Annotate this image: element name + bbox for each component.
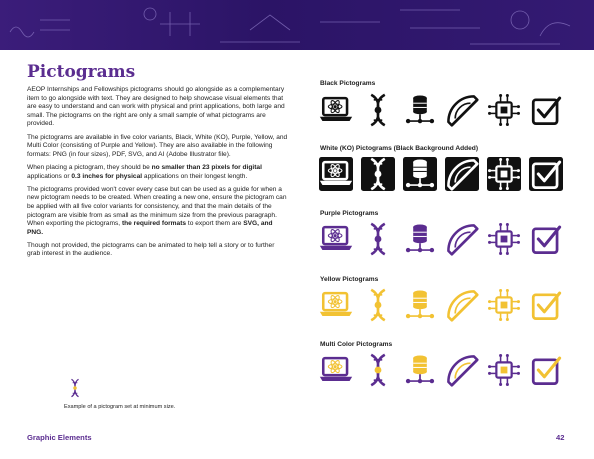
pictogram-row-yellow xyxy=(319,288,569,328)
body-copy xyxy=(27,86,289,264)
sizing-text-3: applications on their longest length. xyxy=(142,172,248,180)
new-pictograms-text: The pictograms provided won't cover every case but can be used as a guide for when a new pictogram needs to be created. When creating a new one, ensure the pictogram can be applied with all five color variants for consistency, and that the main details of the pictogram are visible from as small as the minimum size from the previous paragraph. When exporting the pictograms, xyxy=(27,185,287,228)
checkbox-icon xyxy=(529,93,563,127)
required-formats-bold: the required formats xyxy=(121,220,187,228)
checkbox-icon xyxy=(529,222,563,256)
database-network-icon xyxy=(403,353,437,387)
protractor-icon xyxy=(445,222,479,256)
laptop-atom-icon xyxy=(319,157,353,191)
protractor-icon xyxy=(445,288,479,322)
page-number: 42 xyxy=(556,433,565,442)
microchip-icon xyxy=(487,288,521,322)
protractor-icon xyxy=(445,353,479,387)
laptop-atom-icon xyxy=(319,222,353,256)
database-network-icon xyxy=(403,157,437,191)
export-formats-bold: SVG, and PNG. xyxy=(27,220,273,236)
row-label-yellow: Yellow Pictograms xyxy=(320,276,379,283)
paragraph-variants: The pictograms are available in five color variants, Black, White (KO), Purple, Yellow, and Multi Color (consisting of Purple and Yellow). They are also available in the following formats: PNG (in four sizes), PDF, SVG, and AI (Adobe Illustrator file). xyxy=(27,133,288,158)
microchip-icon xyxy=(487,222,521,256)
paragraph-animation: Though not provided, the pictograms can be animated to help tell a story or to further grab interest in the audience. xyxy=(27,241,275,258)
sizing-text-2: applications or xyxy=(27,172,72,180)
pictogram-row-black xyxy=(319,93,569,133)
minimum-size-caption: Example of a pictogram set at minimum size. xyxy=(64,404,176,410)
database-network-icon xyxy=(403,222,437,256)
dna-icon xyxy=(361,353,395,387)
protractor-icon xyxy=(445,157,479,191)
pictogram-row-ko xyxy=(319,157,569,197)
page-title: Pictograms xyxy=(27,62,136,82)
paragraph-sizing xyxy=(27,164,289,181)
checkbox-icon xyxy=(529,288,563,322)
sizing-digital-bold: no smaller than 23 pixels for digital xyxy=(151,163,262,171)
microchip-icon xyxy=(487,157,521,191)
dna-icon xyxy=(361,157,395,191)
laptop-atom-icon xyxy=(319,353,353,387)
new-pictograms-mid: to export them are xyxy=(186,220,244,228)
dna-icon xyxy=(361,93,395,127)
footer-section-title: Graphic Elements xyxy=(27,433,92,442)
paragraph-new-pictograms xyxy=(27,186,289,238)
database-network-icon xyxy=(403,288,437,322)
microchip-icon xyxy=(487,353,521,387)
laptop-atom-icon xyxy=(319,93,353,127)
laptop-atom-icon xyxy=(319,288,353,322)
row-label-purple: Purple Pictograms xyxy=(320,210,379,217)
row-label-black: Black Pictograms xyxy=(320,80,376,87)
checkbox-icon xyxy=(529,353,563,387)
chalkboard-equations-decoration xyxy=(0,0,594,50)
microchip-icon xyxy=(487,93,521,127)
pictogram-row-purple xyxy=(319,222,569,262)
dna-icon xyxy=(361,288,395,322)
database-network-icon xyxy=(403,93,437,127)
sizing-text-1: When placing a pictogram, they should be xyxy=(27,163,152,171)
sizing-physical-bold: 0.3 inches for physical xyxy=(71,172,143,180)
dna-icon xyxy=(361,222,395,256)
row-label-ko: White (KO) Pictograms (Black Background Added) xyxy=(320,145,479,152)
header-banner xyxy=(0,0,594,50)
protractor-icon xyxy=(445,93,479,127)
pictogram-row-multi xyxy=(319,353,569,393)
minimum-size-dna-icon xyxy=(68,378,82,398)
checkbox-icon xyxy=(529,157,563,191)
row-label-multi: Multi Color Pictograms xyxy=(320,341,393,348)
paragraph-intro: AEOP Internships and Fellowships pictograms should go alongside as a complementary item to go alongside with text. They are designed to help showcase visual elements that are easy to understand and can work with physical and print applications, both large and small. The pictograms on the right are only a small sample of what pictograms are provided. xyxy=(27,86,285,128)
